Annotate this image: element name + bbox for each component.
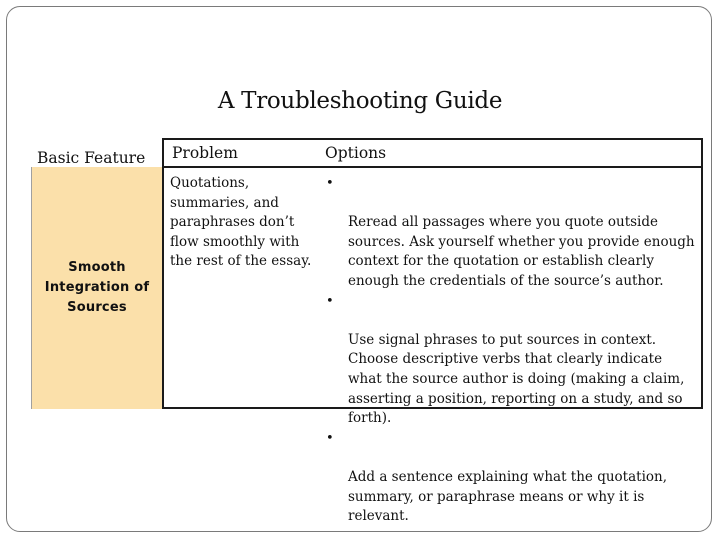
option-text: Reread all passages where you quote outside sources. Ask yourself whether you provide enough context for the quotation or establish clearly enough the credentials of the source’s author.: [348, 214, 695, 289]
bullet-icon: •: [326, 176, 334, 191]
slide-title: A Troubleshooting Guide: [217, 88, 503, 114]
slide: [6, 6, 712, 532]
table-body: [162, 168, 703, 525]
bullet-icon: •: [326, 430, 334, 446]
feature-cell: [31, 167, 162, 409]
option-item: [320, 429, 700, 527]
header-options: Options: [325, 144, 387, 162]
header-basic-feature: Basic Feature: [31, 144, 164, 172]
option-item: [320, 174, 700, 292]
feature-label: Smooth Integration of Sources: [44, 260, 150, 315]
header-problem: Problem: [172, 144, 238, 162]
header-row: [162, 138, 703, 168]
options-list: [320, 174, 700, 527]
problem-text: Quotations, summaries, and paraphrases don’t flow smoothly with the rest of the essay.: [170, 175, 312, 270]
option-text: Use signal phrases to put sources in context. Choose descriptive verbs that clearly indicate what the source author is doing (making a claim, asserting a position, reporting on a study, and so forth).: [348, 331, 685, 427]
option-text: Add a sentence explaining what the quotation, summary, or paraphrase means or why it is relevant.: [348, 468, 668, 525]
option-item: [320, 292, 700, 429]
bullet-icon: •: [326, 293, 334, 309]
